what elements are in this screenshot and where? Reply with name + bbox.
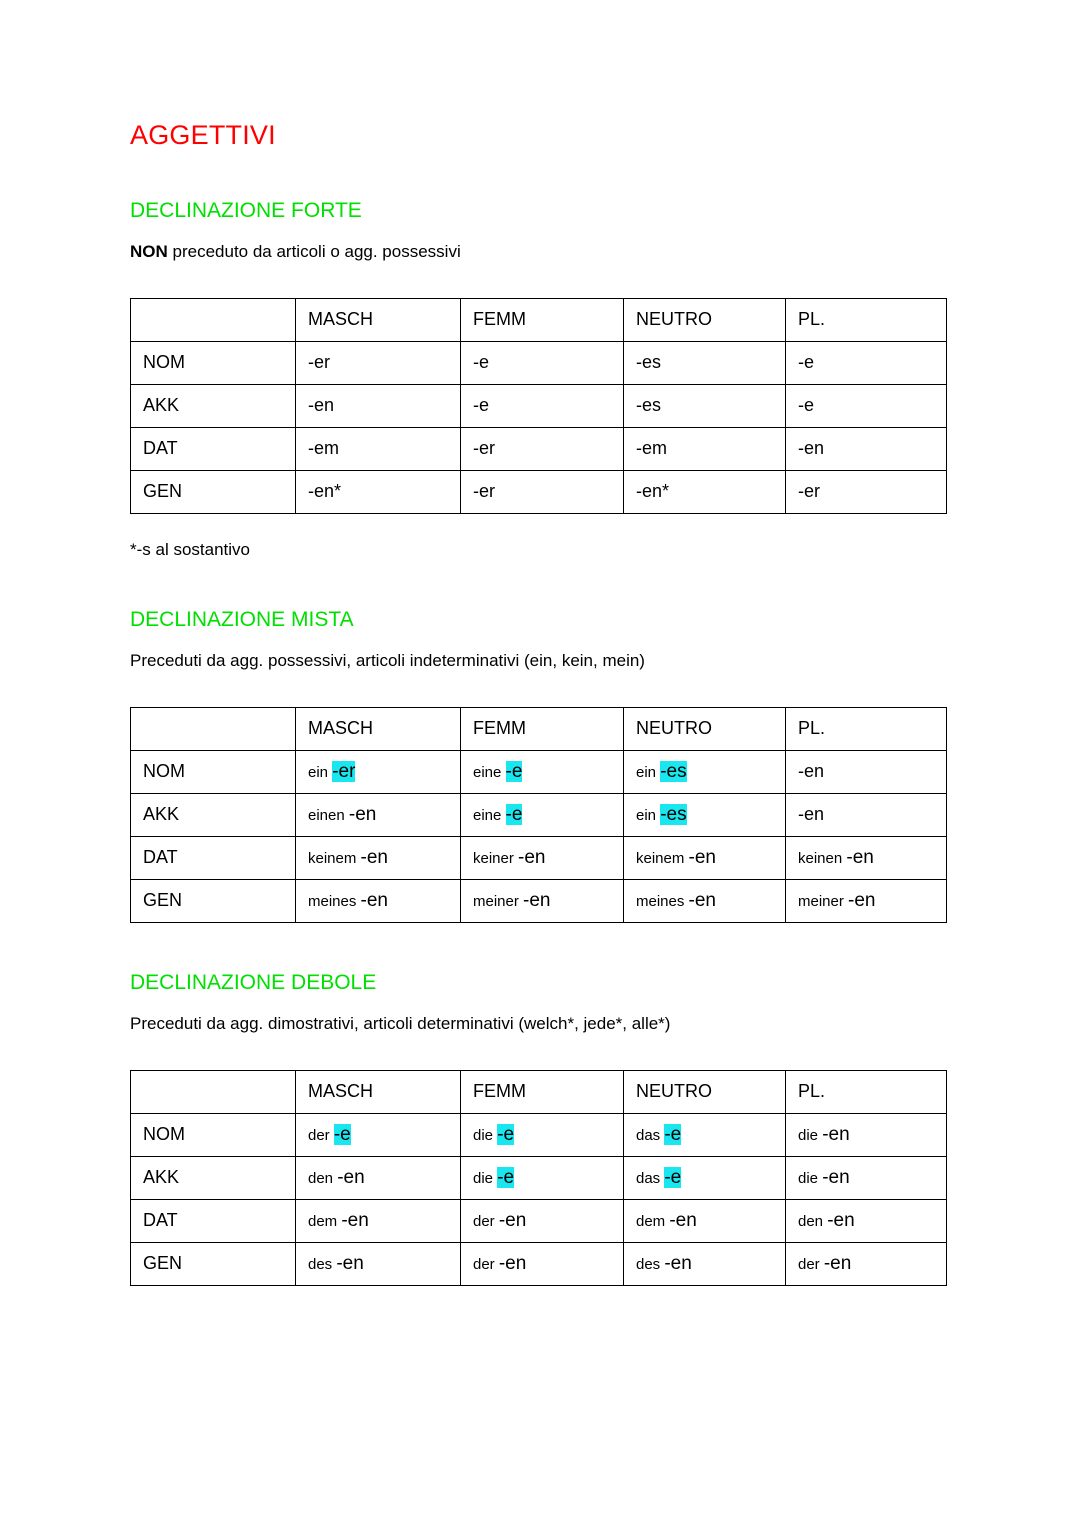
- declension-cell: [461, 879, 624, 922]
- table-column-header: MASCH: [296, 298, 461, 341]
- declension-table: [130, 298, 947, 514]
- article-word: den: [308, 1169, 338, 1187]
- declension-cell: [461, 341, 624, 384]
- adjective-ending: -en: [360, 846, 388, 868]
- adjective-ending: -e: [473, 395, 490, 416]
- case-label: DAT: [131, 427, 296, 470]
- declension-cell: [296, 384, 461, 427]
- article-word: ein: [308, 763, 333, 781]
- cell-content: [798, 1167, 850, 1187]
- declension-cell: [786, 1113, 947, 1156]
- section-description: [130, 650, 950, 673]
- adjective-ending: -en: [798, 804, 825, 825]
- table-column-header: PL.: [786, 298, 947, 341]
- adjective-ending: -er: [473, 481, 495, 502]
- adjective-ending-highlighted: -e: [664, 1166, 682, 1188]
- article-word: den: [798, 1212, 828, 1230]
- adjective-ending-highlighted: -e: [505, 803, 523, 825]
- article-word: dem: [308, 1212, 342, 1230]
- declension-cell: [786, 470, 947, 513]
- table-row: [131, 793, 947, 836]
- section-description: [130, 241, 950, 264]
- section-heading: DECLINAZIONE DEBOLE: [130, 970, 377, 994]
- declension-cell: [296, 341, 461, 384]
- table-column-header: FEMM: [461, 707, 624, 750]
- declension-cell: [624, 470, 786, 513]
- cell-content: [798, 847, 874, 867]
- declension-cell: [461, 1156, 624, 1199]
- declension-cell: [461, 836, 624, 879]
- article-word: keinen: [798, 849, 847, 867]
- declension-cell: [296, 1113, 461, 1156]
- cell-content: [798, 804, 824, 824]
- article-word: eine: [473, 806, 506, 824]
- declension-cell: [786, 879, 947, 922]
- adjective-ending: -en: [308, 395, 335, 416]
- case-label: AKK: [131, 1156, 296, 1199]
- declension-table: [130, 707, 947, 923]
- table-column-header: FEMM: [461, 1070, 624, 1113]
- table-header-row: [131, 707, 947, 750]
- adjective-ending-highlighted: -e: [664, 1123, 682, 1145]
- cell-content: [798, 890, 876, 910]
- table-corner-cell: [131, 1070, 296, 1113]
- table-column-header: NEUTRO: [624, 1070, 786, 1113]
- case-label: GEN: [131, 879, 296, 922]
- table-header-row: [131, 1070, 947, 1113]
- adjective-ending: -en: [360, 889, 388, 911]
- cell-content: [308, 804, 376, 824]
- declension-cell: [624, 1156, 786, 1199]
- case-label: GEN: [131, 470, 296, 513]
- table-column-header: FEMM: [461, 298, 624, 341]
- table-row: [131, 1113, 947, 1156]
- cell-content: [798, 438, 824, 458]
- table-column-header: PL.: [786, 707, 947, 750]
- article-word: der: [473, 1212, 499, 1230]
- declension-cell: [786, 427, 947, 470]
- declension-cell: [296, 836, 461, 879]
- cell-content: [636, 890, 716, 910]
- adjective-ending: -en: [337, 1166, 365, 1188]
- declension-section: [130, 608, 950, 923]
- adjective-ending: -en: [518, 846, 546, 868]
- declension-cell: [624, 750, 786, 793]
- cell-content: [636, 481, 669, 501]
- adjective-ending: -es: [636, 395, 662, 416]
- adjective-ending: -en: [523, 889, 551, 911]
- adjective-ending-highlighted: -e: [497, 1123, 515, 1145]
- adjective-ending-highlighted: -es: [660, 760, 687, 782]
- adjective-ending: -en: [341, 1209, 369, 1231]
- declension-cell: [624, 427, 786, 470]
- cell-content: [636, 1210, 697, 1230]
- table-column-header: NEUTRO: [624, 707, 786, 750]
- table-row: [131, 427, 947, 470]
- declension-cell: [786, 793, 947, 836]
- adjective-ending-highlighted: -e: [333, 1123, 351, 1145]
- table-corner-cell: [131, 707, 296, 750]
- table-row: [131, 341, 947, 384]
- adjective-ending: -en: [498, 1209, 527, 1231]
- declension-cell: [624, 341, 786, 384]
- declension-cell: [624, 1113, 786, 1156]
- declension-cell: [296, 750, 461, 793]
- adjective-ending-highlighted: -er: [332, 760, 356, 782]
- declension-cell: [296, 1156, 461, 1199]
- cell-content: [473, 761, 522, 781]
- cell-content: [473, 890, 551, 910]
- cell-content: [798, 1124, 850, 1144]
- adjective-ending: -en*: [308, 481, 342, 502]
- cell-content: [473, 352, 489, 372]
- adjective-ending: -en: [822, 1166, 850, 1188]
- table-row: [131, 384, 947, 427]
- article-word: die: [473, 1169, 498, 1187]
- cell-content: [308, 1167, 365, 1187]
- adjective-ending: -er: [473, 438, 495, 459]
- cell-content: [798, 1253, 851, 1273]
- declension-cell: [624, 836, 786, 879]
- section-heading: DECLINAZIONE FORTE: [130, 199, 362, 222]
- article-word: eine: [473, 763, 506, 781]
- cell-content: [636, 352, 661, 372]
- table-column-header: MASCH: [296, 707, 461, 750]
- cell-content: [308, 481, 341, 501]
- adjective-ending: -en: [798, 438, 825, 459]
- article-word: der: [473, 1255, 499, 1273]
- adjective-ending: -en: [823, 1252, 852, 1274]
- adjective-ending: -em: [308, 438, 339, 459]
- cell-content: [308, 1124, 351, 1144]
- cell-content: [798, 1210, 855, 1230]
- adjective-ending: -en: [336, 1252, 364, 1274]
- cell-content: [636, 804, 687, 824]
- table-row: [131, 1242, 947, 1285]
- adjective-ending: -en: [848, 889, 876, 911]
- article-word: die: [798, 1169, 823, 1187]
- article-word: der: [308, 1126, 334, 1144]
- section-description: [130, 1013, 950, 1036]
- declension-cell: [786, 1199, 947, 1242]
- adjective-ending: -en: [664, 1252, 692, 1274]
- cell-content: [473, 1253, 526, 1273]
- case-label: AKK: [131, 384, 296, 427]
- article-word: das: [636, 1169, 665, 1187]
- declension-cell: [461, 1199, 624, 1242]
- cell-content: [798, 761, 824, 781]
- adjective-ending: -en: [348, 803, 377, 825]
- article-word: meines: [308, 892, 361, 910]
- cell-content: [636, 847, 716, 867]
- declension-cell: [786, 384, 947, 427]
- declension-cell: [461, 750, 624, 793]
- cell-content: [636, 1253, 692, 1273]
- case-label: NOM: [131, 750, 296, 793]
- declension-cell: [786, 341, 947, 384]
- article-word: keinem: [636, 849, 689, 867]
- cell-content: [308, 890, 388, 910]
- adjective-ending: -en: [688, 889, 716, 911]
- declension-cell: [786, 1242, 947, 1285]
- table-row: [131, 836, 947, 879]
- adjective-ending: -en: [688, 846, 716, 868]
- cell-content: [473, 1124, 514, 1144]
- declension-cell: [786, 750, 947, 793]
- adjective-ending-highlighted: -e: [497, 1166, 515, 1188]
- case-label: GEN: [131, 1242, 296, 1285]
- article-word: ein: [636, 763, 661, 781]
- declension-cell: [786, 1156, 947, 1199]
- declension-cell: [786, 836, 947, 879]
- cell-content: [308, 438, 339, 458]
- section-description-text: Preceduti da agg. dimostrativi, articoli determinativi (welch*, jede*, alle*): [130, 1013, 671, 1033]
- adjective-ending: -en: [822, 1123, 850, 1145]
- table-header-row: [131, 298, 947, 341]
- declension-cell: [461, 793, 624, 836]
- adjective-ending: -em: [636, 438, 667, 459]
- cell-content: [798, 481, 820, 501]
- declension-section: [130, 199, 950, 560]
- adjective-ending: -e: [473, 352, 490, 373]
- article-word: einen: [308, 806, 349, 824]
- cell-content: [473, 804, 522, 824]
- article-word: die: [473, 1126, 498, 1144]
- cell-content: [308, 1253, 364, 1273]
- case-label: NOM: [131, 1113, 296, 1156]
- article-word: die: [798, 1126, 823, 1144]
- declension-cell: [296, 1199, 461, 1242]
- article-word: das: [636, 1126, 665, 1144]
- case-label: DAT: [131, 836, 296, 879]
- article-word: der: [798, 1255, 824, 1273]
- cell-content: [308, 352, 330, 372]
- table-row: [131, 470, 947, 513]
- declension-cell: [624, 879, 786, 922]
- article-word: meiner: [798, 892, 849, 910]
- cell-content: [636, 438, 667, 458]
- adjective-ending: -er: [308, 352, 330, 373]
- table-column-header: MASCH: [296, 1070, 461, 1113]
- case-label: AKK: [131, 793, 296, 836]
- page-title: AGGETTIVI: [130, 120, 276, 150]
- cell-content: [473, 1210, 526, 1230]
- cell-content: [636, 761, 687, 781]
- declension-cell: [624, 793, 786, 836]
- article-word: dem: [636, 1212, 670, 1230]
- declension-cell: [296, 879, 461, 922]
- cell-content: [636, 1167, 681, 1187]
- adjective-ending: -en: [498, 1252, 527, 1274]
- cell-content: [473, 847, 546, 867]
- adjective-ending: -en: [669, 1209, 697, 1231]
- adjective-ending: -en: [827, 1209, 855, 1231]
- table-row: [131, 1199, 947, 1242]
- declension-section: [130, 971, 950, 1286]
- adjective-ending-highlighted: -es: [660, 803, 687, 825]
- cell-content: [308, 847, 388, 867]
- declension-cell: [296, 470, 461, 513]
- declension-cell: [624, 1199, 786, 1242]
- section-description-text: preceduto da articoli o agg. possessivi: [167, 242, 461, 261]
- article-word: keinem: [308, 849, 361, 867]
- adjective-ending: -er: [798, 481, 820, 502]
- cell-content: [473, 1167, 514, 1187]
- cell-content: [636, 1124, 681, 1144]
- cell-content: [308, 1210, 369, 1230]
- adjective-ending: -en*: [636, 481, 670, 502]
- declension-cell: [461, 427, 624, 470]
- sections-container: [130, 199, 950, 1286]
- article-word: ein: [636, 806, 661, 824]
- declension-cell: [461, 1113, 624, 1156]
- declension-cell: [624, 1242, 786, 1285]
- case-label: DAT: [131, 1199, 296, 1242]
- table-column-header: PL.: [786, 1070, 947, 1113]
- table-row: [131, 1156, 947, 1199]
- article-word: des: [636, 1255, 665, 1273]
- declension-cell: [624, 384, 786, 427]
- declension-table: [130, 1070, 947, 1286]
- article-word: keiner: [473, 849, 519, 867]
- table-row: [131, 750, 947, 793]
- section-heading: DECLINAZIONE MISTA: [130, 607, 354, 631]
- cell-content: [636, 395, 661, 415]
- cell-content: [473, 438, 495, 458]
- section-description-emphasis: NON: [130, 242, 168, 261]
- case-label: NOM: [131, 341, 296, 384]
- declension-cell: [461, 470, 624, 513]
- article-word: meiner: [473, 892, 524, 910]
- adjective-ending-highlighted: -e: [505, 760, 523, 782]
- adjective-ending: -es: [636, 352, 662, 373]
- declension-cell: [296, 1242, 461, 1285]
- declension-cell: [461, 384, 624, 427]
- cell-content: [473, 481, 495, 501]
- cell-content: [308, 395, 334, 415]
- declension-cell: [296, 427, 461, 470]
- cell-content: [798, 395, 814, 415]
- table-row: [131, 879, 947, 922]
- adjective-ending: -e: [798, 352, 815, 373]
- cell-content: [798, 352, 814, 372]
- article-word: meines: [636, 892, 689, 910]
- adjective-ending: -e: [798, 395, 815, 416]
- adjective-ending: -en: [846, 846, 874, 868]
- cell-content: [473, 395, 489, 415]
- cell-content: [308, 761, 355, 781]
- declension-cell: [461, 1242, 624, 1285]
- article-word: des: [308, 1255, 337, 1273]
- section-description-text: Preceduti da agg. possessivi, articoli indeterminativi (ein, kein, mein): [130, 650, 645, 670]
- table-corner-cell: [131, 298, 296, 341]
- declension-cell: [296, 793, 461, 836]
- table-footnote: *-s al sostantivo: [130, 539, 250, 559]
- table-column-header: NEUTRO: [624, 298, 786, 341]
- adjective-ending: -en: [798, 761, 825, 782]
